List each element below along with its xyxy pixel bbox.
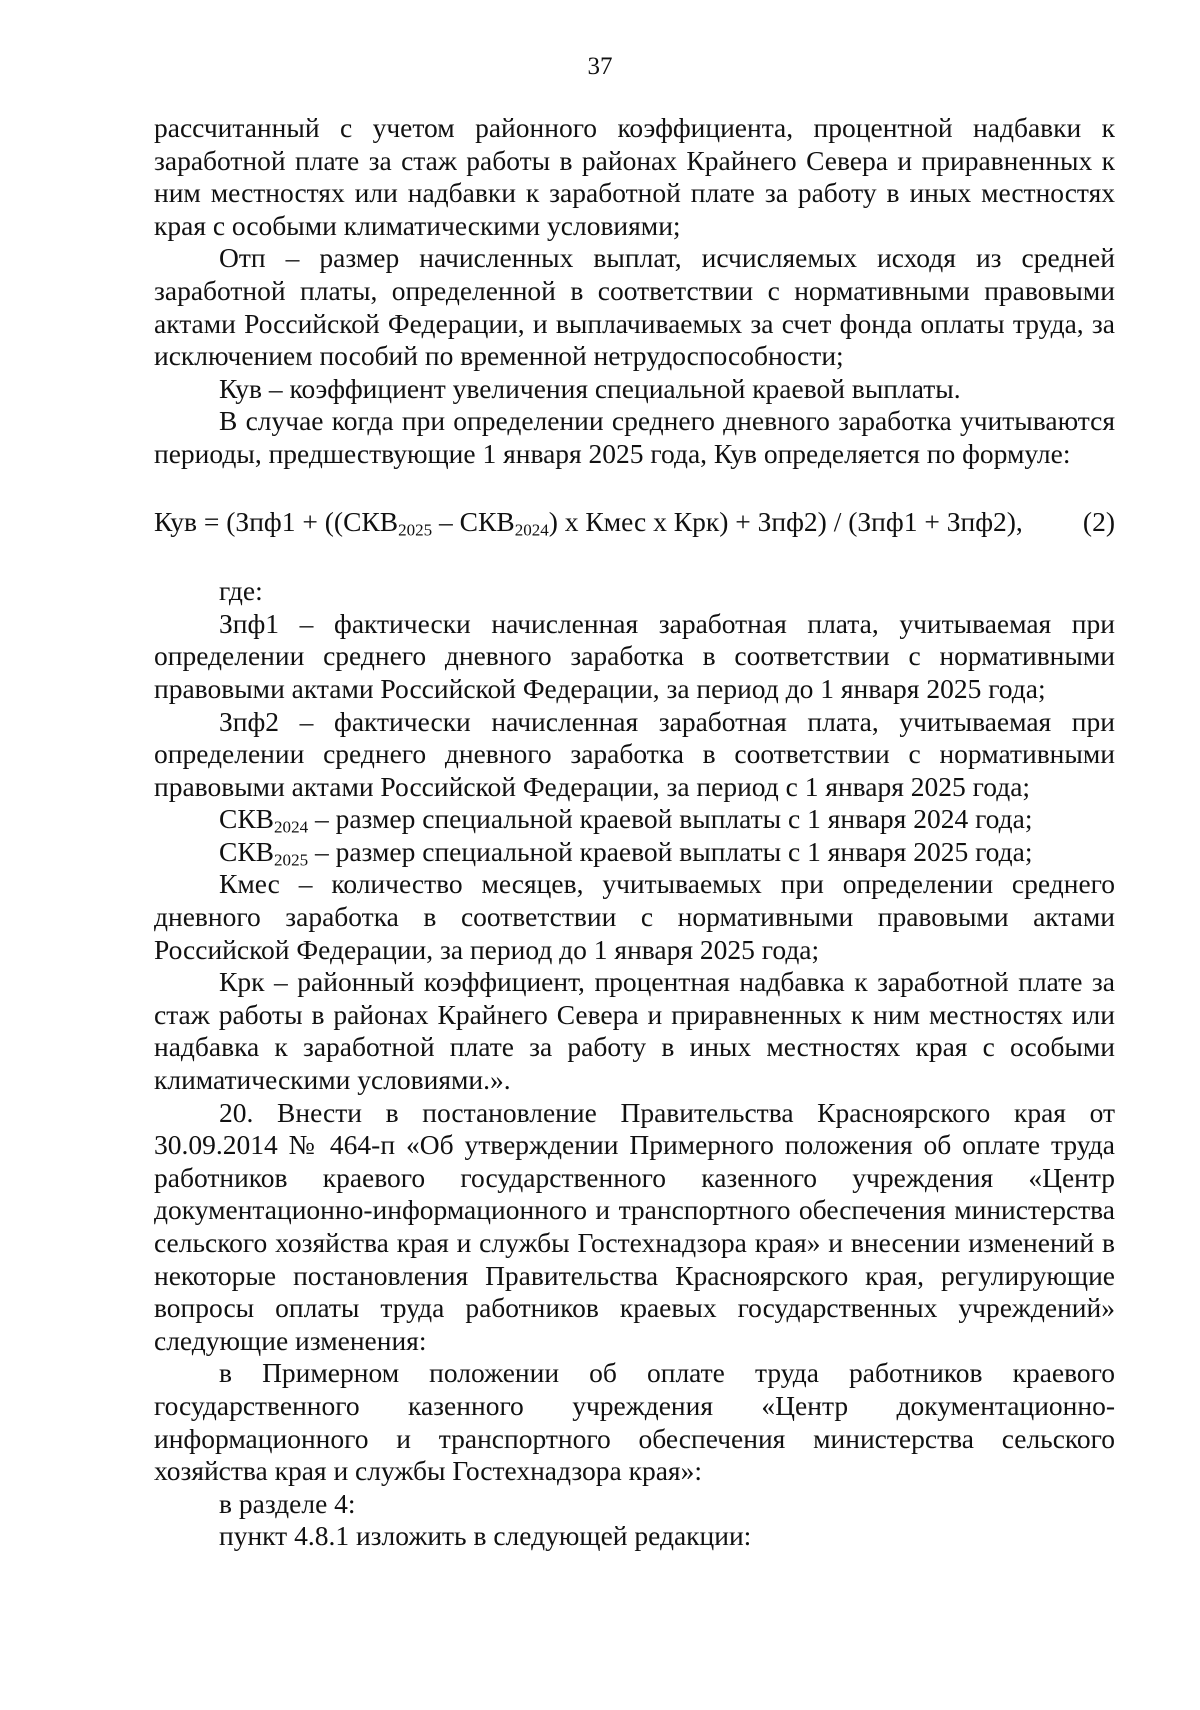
- paragraph: в разделе 4:: [219, 1487, 356, 1519]
- definition-zpf1: Зпф1 – фактически начисленная заработная плата, учитываемая при определении среднего дневного заработка в соответствии с нормативными правовыми актами Российской Федерации, за период до 1 января 2025 года;: [154, 607, 1115, 704]
- definition-kmes: Кмес – количество месяцев, учитываемых при определении среднего дневного заработка в соответствии с нормативными правовыми актами Российской Федерации, за период до 1 января 2025 года;: [154, 868, 1115, 965]
- formula-2: [154, 506, 1115, 539]
- where-label: где:: [219, 575, 263, 607]
- formula-expression: Кув = ($Зпф1 + ((СКВ_{2025} - СКВ_{2024})$ х Кмес х Крк) + Зпф2) / (Зпф1 + Зпф2),: [154, 505, 1023, 539]
- page-number: 37: [587, 53, 613, 80]
- paragraph: рассчитанный с учетом районного коэффициента, процентной надбавки к заработной плате за стаж работы в районах Крайнего Севера и приравненных к ним местностях или надбавки к заработной плате за работу в иных местностях края с особыми климатическими условиями;: [154, 112, 1115, 241]
- definition-skv2024: $СКВ_{2024}$ – размер специальной краевой выплаты с 1 января 2024 года;: [219, 803, 1033, 837]
- definition-zpf2: Зпф2 – фактически начисленная заработная плата, учитываемая при определении среднего дневного заработка в соответствии с нормативными правовыми актами Российской Федерации, за период с 1 января 2025 года;: [154, 705, 1115, 802]
- definition-krk: Крк – районный коэффициент, процентная надбавка к заработной плате за стаж работы в районах Крайнего Севера и приравненных к ним местностях или надбавка к заработной плате за работу в иных местностях края с особыми климатическими условиями.».: [154, 966, 1115, 1096]
- item-20: 20. Внести в постановление Правительства Красноярского края от 30.09.2014 № 464-п «Об утверждении Примерного положения об оплате труда работников краевого государственного казенного учреждения «Центр документационно-информационного и транспортного обеспечения министерства сельского хозяйства края и службы Гостехнадзора края» и внесении изменений в некоторые постановления Правительства Красноярского края, регулирующие вопросы оплаты труда работников краевых государственных учреждений» следующие изменения:: [154, 1096, 1115, 1356]
- paragraph: пункт 4.8.1 изложить в следующей редакции:: [219, 1520, 752, 1552]
- formula-number: (2): [1082, 505, 1115, 537]
- paragraph: Кув – коэффициент увеличения специальной краевой выплаты.: [219, 372, 961, 404]
- document-body: [154, 112, 1115, 1553]
- definition-skv2025: $СКВ_{2025}$ – размер специальной краевой выплаты с 1 января 2025 года;: [219, 835, 1033, 870]
- paragraph: в Примерном положении об оплате труда работников краевого государственного казенного учреждения «Центр документационно-информационного и транспортного обеспечения министерства сельского хозяйства края и службы Гостехнадзора края»:: [154, 1357, 1115, 1487]
- paragraph: Отп – размер начисленных выплат, исчисляемых исходя из средней заработной платы, определенной в соответствии с нормативными правовыми актами Российской Федерации, и выплачиваемых за счет фонда оплаты труда, за исключением пособий по временной нетрудоспособности;: [154, 242, 1115, 372]
- paragraph: В случае когда при определении среднего дневного заработка учитываются периоды, предшествующие 1 января 2025 года, Кув определяется по формуле:: [154, 405, 1115, 469]
